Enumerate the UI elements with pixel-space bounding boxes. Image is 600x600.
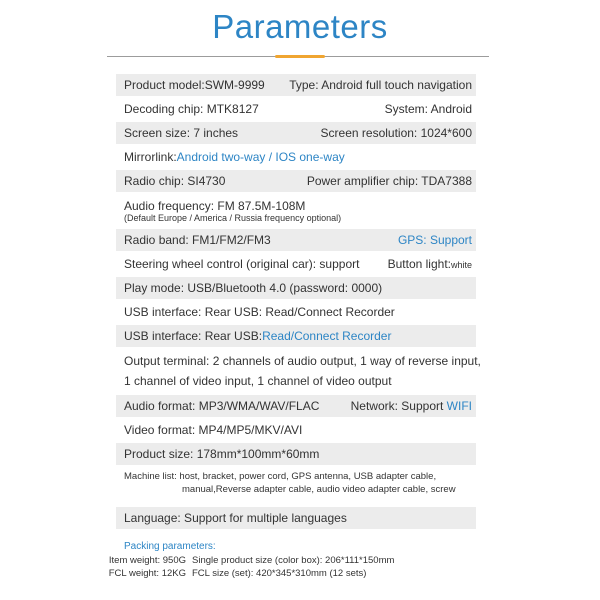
packing-details xyxy=(108,554,472,580)
button-light-value: white xyxy=(450,260,472,270)
radio-chip: Radio chip: SI4730 xyxy=(124,174,226,188)
param-row-usb-interface-2 xyxy=(116,325,476,347)
single-product-size: Single product size (color box): 206*111*150mm xyxy=(192,555,395,566)
param-row-decoding-chip xyxy=(116,98,476,120)
param-row-output-terminal xyxy=(116,349,481,393)
param-row-product-model xyxy=(116,74,476,96)
parameter-table xyxy=(108,74,481,582)
param-row-machine-list xyxy=(116,467,476,499)
param-row-play-mode xyxy=(116,277,476,299)
machine-list-line2: manual,Reverse adapter cable, audio video adapter cable, screw xyxy=(182,484,456,495)
gps-support: GPS: Support xyxy=(397,233,472,247)
output-terminal-line2: 1 channel of video input, 1 channel of video output xyxy=(124,374,392,388)
output-terminal-line1: Output terminal: 2 channels of audio output, 1 way of reverse input, xyxy=(124,354,481,368)
network-label: Network: Support xyxy=(350,399,447,413)
param-row-steering-wheel xyxy=(116,253,476,275)
packing-title: Packing parameters: xyxy=(124,541,216,552)
usb-interface-2-value: Read/Connect Recorder xyxy=(262,329,392,343)
param-row-audio-frequency xyxy=(116,194,476,227)
product-model: Product model:SWM-9999 xyxy=(124,78,265,92)
param-row-screen-size xyxy=(116,122,476,144)
network-value: WIFI xyxy=(446,399,472,413)
param-row-video-format xyxy=(116,419,476,441)
usb-interface-2-label: USB interface: Rear USB: xyxy=(124,329,263,343)
language: Language: Support for multiple languages xyxy=(124,511,347,525)
play-mode: Play mode: USB/Bluetooth 4.0 (password: 0000) xyxy=(124,281,383,295)
system: System: Android xyxy=(384,102,472,116)
radio-band: Radio band: FM1/FM2/FM3 xyxy=(124,233,271,247)
param-row-audio-format xyxy=(116,395,476,417)
fcl-weight: FCL weight: 12KG xyxy=(108,568,186,579)
item-weight: Item weight: 950G xyxy=(108,555,186,566)
mirrorlink-label: Mirrorlink: xyxy=(124,150,177,164)
type: Type: Android full touch navigation xyxy=(289,78,472,92)
decoding-chip: Decoding chip: MTK8127 xyxy=(124,102,259,116)
screen-resolution: Screen resolution: 1024*600 xyxy=(320,126,472,140)
packing-parameters xyxy=(108,533,476,580)
title-accent-bar xyxy=(275,55,325,58)
param-row-language xyxy=(116,507,476,529)
steering-wheel-control: Steering wheel control (original car): support xyxy=(124,257,360,271)
param-row-radio-band xyxy=(116,229,476,251)
frequency-note: (Default Europe / America / Russia frequency optional) xyxy=(124,212,342,223)
page-title: Parameters xyxy=(212,8,388,45)
button-light-label: Button light: xyxy=(387,257,451,271)
param-row-mirrorlink xyxy=(116,146,476,168)
screen-size: Screen size: 7 inches xyxy=(124,126,239,140)
power-amplifier-chip: Power amplifier chip: TDA7388 xyxy=(306,174,472,188)
param-row-usb-interface-1 xyxy=(116,301,476,323)
audio-format: Audio format: MP3/WMA/WAV/FLAC xyxy=(124,399,320,413)
audio-frequency: Audio frequency: FM 87.5M-108M xyxy=(124,198,306,213)
video-format: Video format: MP4/MP5/MKV/AVI xyxy=(124,423,303,437)
product-size: Product size: 178mm*100mm*60mm xyxy=(124,447,320,461)
param-row-product-size xyxy=(116,443,476,465)
param-row-radio-chip xyxy=(116,170,476,192)
network xyxy=(351,399,472,413)
mirrorlink-value: Android two-way / IOS one-way xyxy=(176,150,345,164)
usb-interface-1: USB interface: Rear USB: Read/Connect Recorder xyxy=(124,305,395,319)
button-light xyxy=(388,257,472,271)
machine-list-line1: Machine list: host, bracket, power cord, GPS antenna, USB adapter cable, xyxy=(124,471,437,482)
fcl-size: FCL size (set): 420*345*310mm (12 sets) xyxy=(192,568,367,579)
